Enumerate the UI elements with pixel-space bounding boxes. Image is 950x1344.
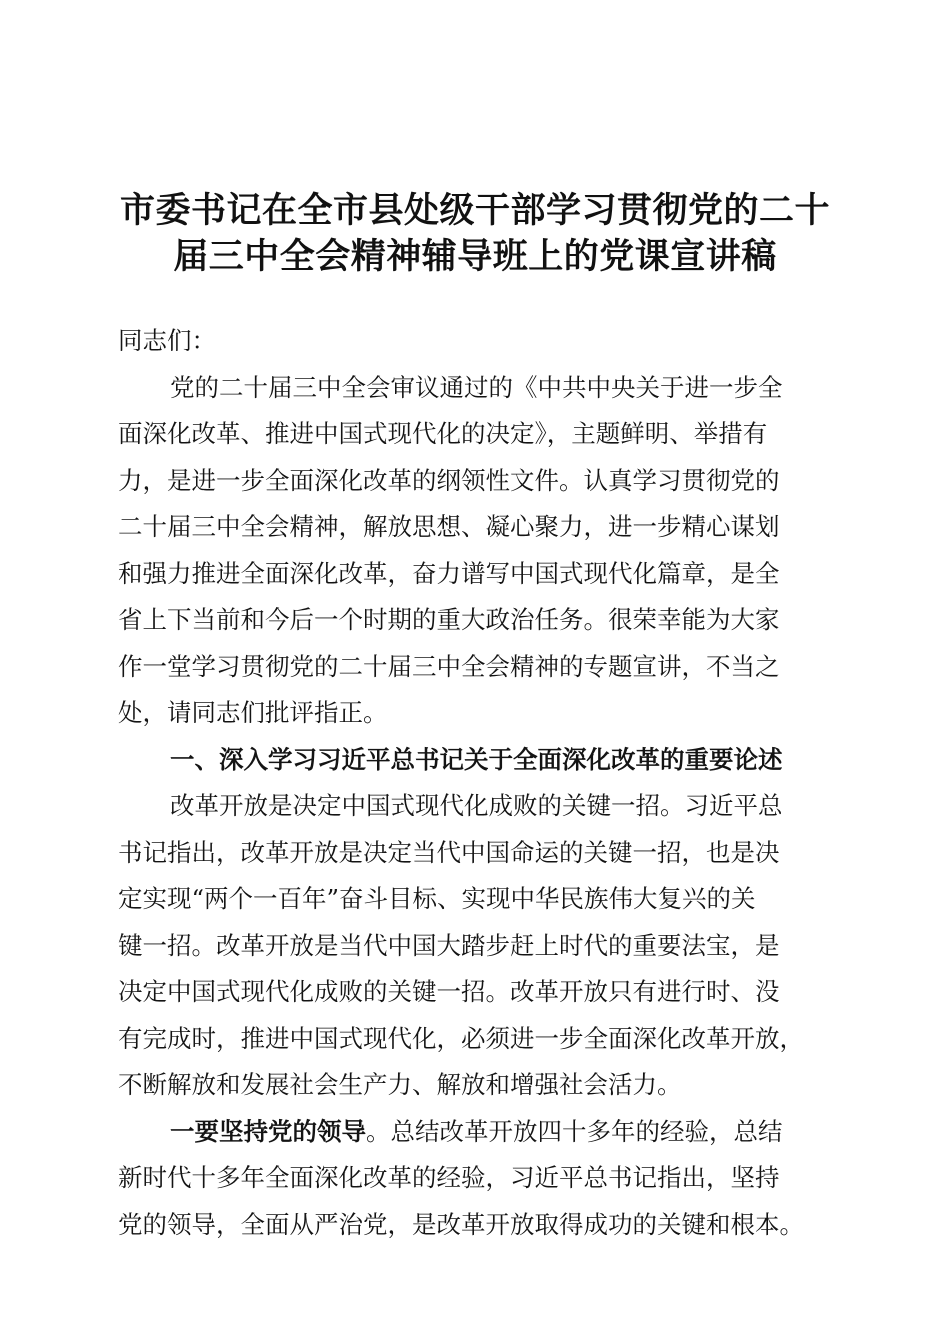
paragraph-line: 有完成时，推进中国式现代化，必须进一步全面深化改革开放， <box>118 1023 804 1053</box>
paragraph-line-rest: 。总结改革开放四十多年的经验，总结 <box>366 1116 783 1146</box>
paragraph-line: 党的二十届三中全会审议通过的《中共中央关于进一步全 <box>170 372 783 402</box>
paragraph-line: 面深化改革、推进中国式现代化的决定》，主题鲜明、举措有 <box>118 419 768 448</box>
paragraph-line: 决定中国式现代化成败的关键一招。改革开放只有进行时、没 <box>118 977 780 1006</box>
paragraph-lead-phrase: 一要坚持党的领导 <box>170 1116 366 1146</box>
paragraph-reform <box>118 783 830 1109</box>
paragraph-line: 不断解放和发展社会生产力、解放和增强社会活力。 <box>118 1070 682 1099</box>
section-heading-1: 一、深入学习习近平总书记关于全面深化改革的重要论述 <box>170 744 783 774</box>
paragraph-line: 书记指出，改革开放是决定当代中国命运的关键一招，也是决 <box>118 837 780 867</box>
paragraph-line: 键一招。改革开放是当代中国大踏步赶上时代的重要法宝，是 <box>118 930 780 960</box>
paragraph-line: 处，请同志们批评指正。 <box>118 698 388 727</box>
paragraph-line: 力，是进一步全面深化改革的纲领性文件。认真学习贯彻党的 <box>118 465 780 495</box>
paragraph-line: 定实现“两个一百年”奋斗目标、实现中华民族伟大复兴的关 <box>118 884 756 913</box>
paragraph-line: 二十届三中全会精神，解放思想、凝心聚力，进一步精心谋划 <box>118 512 780 541</box>
document-title <box>90 188 860 280</box>
paragraph-line: 省上下当前和今后一个时期的重大政治任务。很荣幸能为大家 <box>118 605 780 634</box>
paragraph-line: 改革开放是决定中国式现代化成败的关键一招。习近平总 <box>170 791 783 820</box>
paragraph-line: 新时代十多年全面深化改革的经验，习近平总书记指出，坚持 <box>118 1163 780 1192</box>
title-line-1: 市委书记在全市县处级干部学习贯彻党的二十 <box>119 191 830 231</box>
paragraph-line: 和强力推进全面深化改革，奋力谱写中国式现代化篇章，是全 <box>118 558 780 588</box>
salutation: 同志们： <box>118 326 216 355</box>
paragraph-line: 党的领导，全面从严治党，是改革开放取得成功的关键和根本。 <box>118 1209 804 1239</box>
document-body <box>118 318 830 1248</box>
title-line-2: 届三中全会精神辅导班上的党课宣讲稿 <box>173 237 777 277</box>
paragraph-line: 作一堂学习贯彻党的二十届三中全会精神的专题宣讲，不当之 <box>118 651 780 681</box>
paragraph-intro <box>118 365 830 737</box>
paragraph-party-leadership <box>118 1109 830 1249</box>
paragraph-line <box>118 1109 830 1156</box>
